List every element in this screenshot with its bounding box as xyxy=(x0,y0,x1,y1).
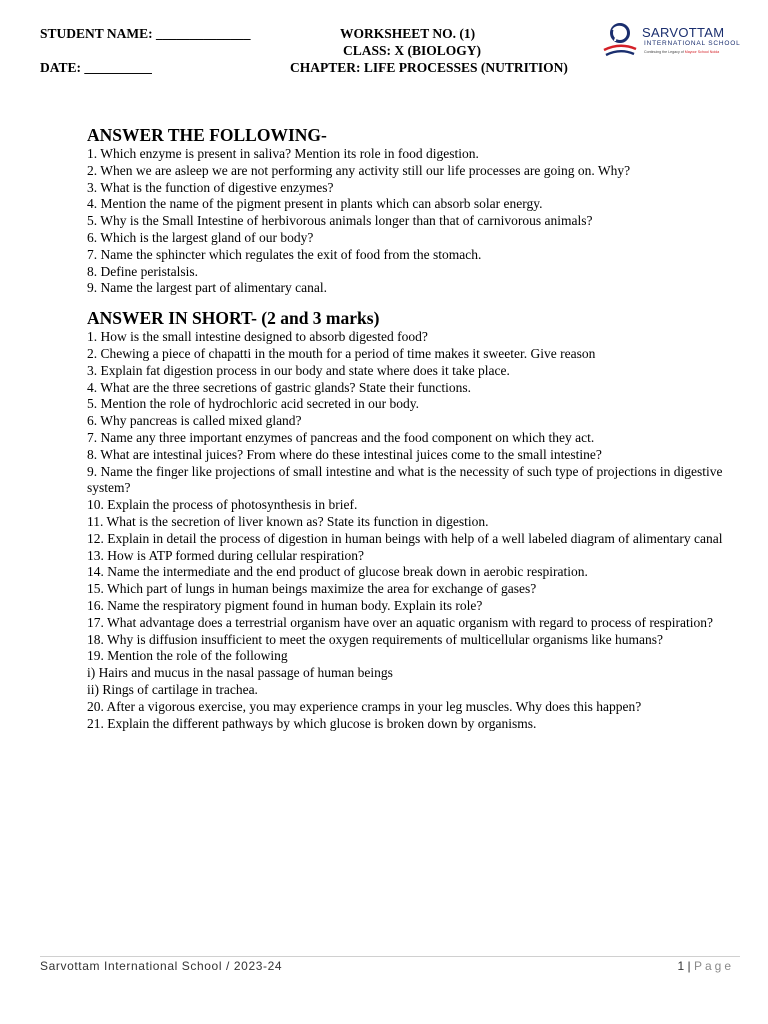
question-item: 9. Name the largest part of alimentary canal. xyxy=(87,280,328,296)
question-list xyxy=(87,146,737,297)
question-item: 17. What advantage does a terrestrial organism have over an aquatic organism with regard to process of respiration? xyxy=(87,614,714,630)
section-title: ANSWER THE FOLLOWING- xyxy=(87,125,327,145)
question-item: 5. Mention the role of hydrochloric acid secreted in our body. xyxy=(87,396,420,412)
footer-page-indicator xyxy=(677,959,734,973)
question-item: 19. Mention the role of the following xyxy=(87,648,288,664)
student-name-field: STUDENT NAME: ______________ xyxy=(40,26,251,41)
question-item: 20. After a vigorous exercise, you may experience cramps in your leg muscles. Why does this happen? xyxy=(87,698,642,714)
footer-divider xyxy=(40,956,740,957)
question-item: 7. Name the sphincter which regulates the exit of food from the stomach. xyxy=(87,246,482,262)
school-logo xyxy=(600,22,741,60)
logo-name: SARVOTTAM xyxy=(642,25,725,40)
page-word: Page xyxy=(693,959,734,973)
question-item: 1. Which enzyme is present in saliva? Mention its role in food digestion. xyxy=(87,146,479,161)
page-number: 1 xyxy=(677,959,685,973)
question-item: 9. Name the finger like projections of small intestine and what is the necessity of such type of projections in digestive system? xyxy=(87,463,723,496)
question-item: 8. Define peristalsis. xyxy=(87,263,198,279)
question-item: 4. What are the three secretions of gastric glands? State their functions. xyxy=(87,379,471,395)
question-item: 16. Name the respiratory pigment found in human body. Explain its role? xyxy=(87,597,483,613)
school-emblem-icon xyxy=(600,22,640,60)
question-item: 21. Explain the different pathways by which glucose is broken down by organisms. xyxy=(87,715,537,731)
question-item: 6. Why pancreas is called mixed gland? xyxy=(87,413,302,429)
question-item: 13. How is ATP formed during cellular respiration? xyxy=(87,547,364,563)
footer-school-year: Sarvottam International School / 2023-24 xyxy=(40,959,283,973)
question-item: 7. Name any three important enzymes of pancreas and the food component on which they act. xyxy=(87,429,595,445)
question-item: 11. What is the secretion of liver known as? State its function in digestion. xyxy=(87,513,489,529)
logo-tagline-highlight: Mayoor School Noida xyxy=(684,50,720,54)
question-item: 18. Why is diffusion insufficient to meet the oxygen requirements of multicellular organisms like humans? xyxy=(87,631,664,647)
page-separator: | xyxy=(687,959,691,973)
question-item: 1. How is the small intestine designed to absorb digested food? xyxy=(87,329,428,345)
date-field: DATE: __________ xyxy=(40,60,152,75)
question-item: 10. Explain the process of photosynthesis in brief. xyxy=(87,497,358,513)
section-title: ANSWER IN SHORT- (2 and 3 marks) xyxy=(87,308,380,329)
question-item: 15. Which part of lungs in human beings maximize the area for exchange of gases? xyxy=(87,581,537,597)
question-item: 6. Which is the largest gland of our body? xyxy=(87,229,314,245)
question-list xyxy=(87,329,737,732)
class-label: CLASS: X (BIOLOGY) xyxy=(343,43,482,58)
question-item: 8. What are intestinal juices? From where do these intestinal juices come to the small intestine? xyxy=(87,446,602,462)
worksheet-content xyxy=(87,124,737,732)
question-item: i) Hairs and mucus in the nasal passage of human beings xyxy=(87,665,393,681)
question-item: 2. Chewing a piece of chapatti in the mouth for a period of time makes it sweeter. Give reason xyxy=(87,345,596,361)
logo-tagline-prefix: Continuing the Legacy of xyxy=(644,50,685,54)
chapter-label: CHAPTER: LIFE PROCESSES (NUTRITION) xyxy=(290,60,568,75)
question-item: 5. Why is the Small Intestine of herbivorous animals longer than that of carnivorous animals? xyxy=(87,213,593,229)
question-item: 14. Name the intermediate and the end product of glucose break down in aerobic respiration. xyxy=(87,564,588,580)
question-item: 3. What is the function of digestive enzymes? xyxy=(87,179,334,195)
logo-tagline xyxy=(644,50,719,54)
question-item: 12. Explain in detail the process of digestion in human beings with help of a well labeled diagram of alimentary canal xyxy=(87,530,723,546)
question-item: 4. Mention the name of the pigment present in plants which can absorb solar energy. xyxy=(87,196,543,212)
logo-subtitle: INTERNATIONAL SCHOOL xyxy=(644,40,741,47)
worksheet-number: WORKSHEET NO. (1) xyxy=(340,26,476,41)
question-item: 2. When we are asleep we are not performing any activity still our life processes are going on. Why? xyxy=(87,162,631,178)
question-item: ii) Rings of cartilage in trachea. xyxy=(87,681,258,697)
question-item: 3. Explain fat digestion process in our body and state where does it take place. xyxy=(87,362,510,378)
